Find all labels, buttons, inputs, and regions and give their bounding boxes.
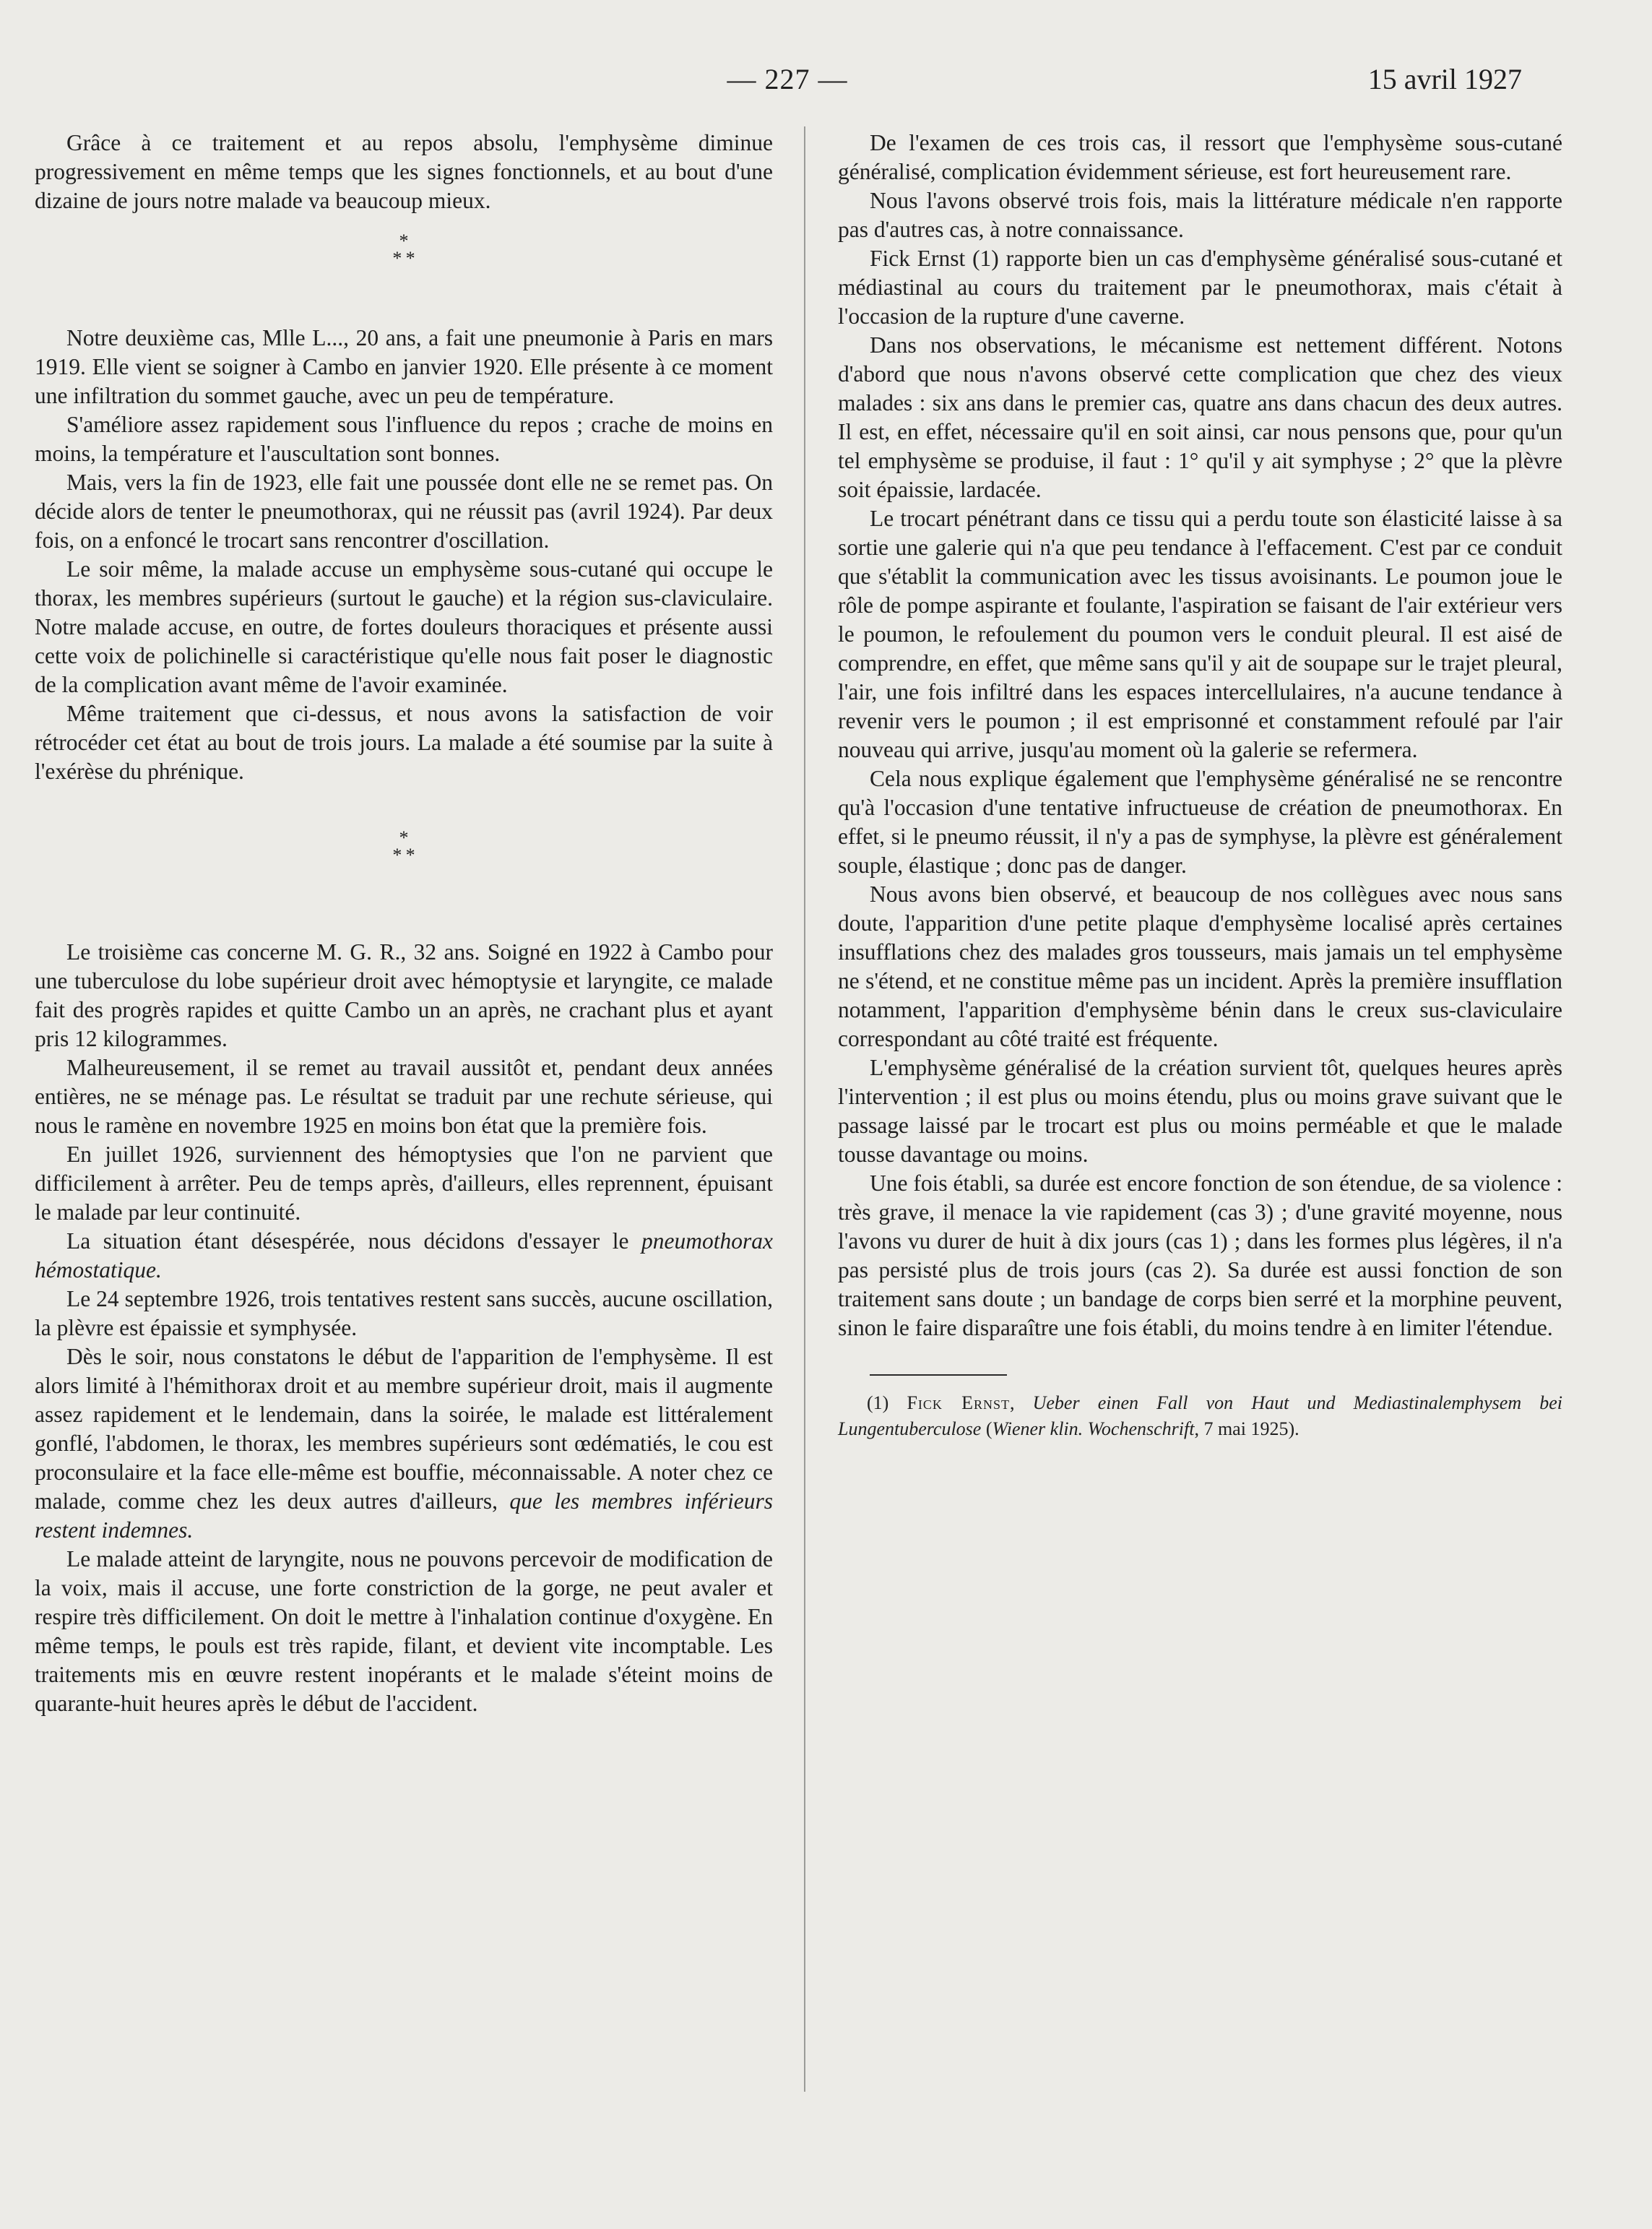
paragraph: Nous l'avons observé trois fois, mais la littérature médicale n'en rapporte pas d'autres cas, à notre connaissance. <box>838 188 1562 242</box>
paragraph: En juillet 1926, surviennent des hémoptysies que l'on ne parvient que difficilement à arrêter. Peu de temps après, d'ailleurs, elles reprennent, épuisant le malade par leur continuité. <box>35 1142 773 1225</box>
section-separator <box>35 215 773 324</box>
paragraph: Cela nous explique également que l'emphysème généralisé ne se rencontre qu'à l'occasion d'une tentative infructueuse de création de pneumothorax. En effet, si le pneumo réussit, il n'y a pas de symphyse, la plèvre est généralement souple, élastique ; donc pas de danger. <box>838 766 1562 878</box>
asterism-ornament: * * * <box>392 827 415 866</box>
footnote-rule <box>870 1374 1007 1376</box>
paragraph: Notre deuxième cas, Mlle L..., 20 ans, a fait une pneumonie à Paris en mars 1919. Elle vient se soigner à Cambo en janvier 1920. Elle présente à ce moment une infiltration du sommet gauche, avec un peu de température. <box>35 325 773 408</box>
footnote-journal: Wiener klin. Wochenschrift <box>992 1418 1195 1439</box>
paragraph: Le malade atteint de laryngite, nous ne pouvons percevoir de modification de la voix, mais il accuse, une forte constriction de la gorge, ne peut avaler et respire très difficilement. On doit le mettre à l'inhalation continue d'oxygène. En même temps, le pouls est très rapide, filant, et devient vite incomptable. Les traitements mis en œuvre restent inopérants et le malade s'éteint moins de quarante-huit heures après le début de l'accident. <box>35 1546 773 1716</box>
paragraph: Dans nos observations, le mécanisme est nettement différent. Notons d'abord que nous n'avons observé cette complication que chez des vieux malades : six ans dans le premier cas, quatre ans dans chacun des deux autres. Il est, en effet, nécessaire qu'il en soit ainsi, car nous pensons que, pour qu'un tel emphysème se produise, il faut : 1° qu'il y ait symphyse ; 2° que la plèvre soit épaissie, lardacée. <box>838 332 1562 502</box>
paragraph: L'emphysème généralisé de la création survient tôt, quelques heures après l'intervention ; il est plus ou moins étendu, plus ou moins grave suivant que le passage laissé par le trocart est plus ou moins perméable et que le malade tousse davantage ou moins. <box>838 1055 1562 1167</box>
column-divider <box>804 126 805 2092</box>
issue-date: 15 avril 1927 <box>1367 63 1522 95</box>
italic-term: pneumothorax hémostatique. <box>35 1228 773 1282</box>
section-separator <box>35 786 773 938</box>
paragraph: Mais, vers la fin de 1923, elle fait une poussée dont elle ne se remet pas. On décide alors de tenter le pneumothorax, qui ne réussit pas (avril 1924). Par deux fois, on a enfoncé le trocart sans rencontrer d'oscillation. <box>35 470 773 553</box>
right-column <box>838 129 1562 1442</box>
paragraph: Le soir même, la malade accuse un emphysème sous-cutané qui occupe le thorax, les membres supérieurs (surtout le gauche) et la région sus-claviculaire. Notre malade accuse, en outre, de fortes douleurs thoraciques et présente aussi cette voix de polichinelle si caractéristique qu'elle nous fait poser le diagnostic de la complication avant même de l'avoir examinée. <box>35 556 773 697</box>
page-number: — 227 — <box>727 63 848 95</box>
italic-phrase: que les membres inférieurs restent indemnes. <box>35 1488 774 1543</box>
paragraph: Grâce à ce traitement et au repos absolu, l'emphysème diminue progressivement en même temps que les signes fonctionnels, et au bout d'une dizaine de jours notre malade va beaucoup mieux. <box>35 130 773 213</box>
paragraph: La situation étant désespérée, nous décidons d'essayer le pneumothorax hémostatique. <box>35 1228 773 1282</box>
left-column <box>35 129 773 1718</box>
paragraph: Nous avons bien observé, et beaucoup de nos collègues avec nous sans doute, l'apparition d'une petite plaque d'emphysème localisé après certaines insufflations chez des malades gros tousseurs, mais jamais un tel emphysème ne s'étend, et ne constitue même pas un incident. Après la première insufflation notamment, l'apparition d'emphysème bénin dans le creux sus-claviculaire correspondant au côté traité est fréquente. <box>838 881 1562 1051</box>
paragraph: Dès le soir, nous constatons le début de l'apparition de l'emphysème. Il est alors limité à l'hémithorax droit et au membre supérieur droit, mais il augmente assez rapidement et le lendemain, dans la soirée, le malade est littéralement gonflé, l'abdomen, le thorax, les membres supérieurs sont œdématiés, le cou est proconsulaire et la face elle-même est bouffie, méconnaissable. A noter chez ce malade, comme chez les deux autres d'ailleurs, que les membres inférieurs restent indemnes. <box>35 1344 774 1543</box>
paragraph: Fick Ernst (1) rapporte bien un cas d'emphysème généralisé sous-cutané et médiastinal au cours du traitement par le pneumothorax, mais c'était à l'occasion de la rupture d'une caverne. <box>838 246 1562 329</box>
paragraph: Une fois établi, sa durée est encore fonction de son étendue, de sa violence : très grave, il menace la vie rapidement (cas 3) ; d'une gravité moyenne, nous l'avons vu durer de huit à dix jours (cas 1) ; dans les formes plus légères, il n'a pas persisté plus de trois jours (cas 2). Sa durée est aussi fonction de son traitement sans doute ; un bandage de corps bien serré et la morphine peuvent, sinon le faire disparaître une fois établi, du moins tendre à en limiter l'étendue. <box>838 1170 1562 1340</box>
paragraph: Le 24 septembre 1926, trois tentatives restent sans succès, aucune oscillation, la plèvre est épaissie et symphysée. <box>35 1286 773 1340</box>
asterism-ornament: * * * <box>392 230 415 269</box>
paragraph: S'améliore assez rapidement sous l'influence du repos ; crache de moins en moins, la température et l'auscultation sont bonnes. <box>35 412 773 466</box>
footnote-title: Ueber einen Fall von Haut und Mediastinalemphysem bei Lungentuberculose <box>838 1392 1562 1439</box>
paragraph: Le troisième cas concerne M. G. R., 32 ans. Soigné en 1922 à Cambo pour une tuberculose du lobe supérieur droit avec hémoptysie et laryngite, ce malade fait des progrès rapides et quitte Cambo un an après, ne crachant plus et ayant pris 12 kilogrammes. <box>35 939 773 1051</box>
footnote: (1) Fick Ernst, Ueber einen Fall von Haut und Mediastinalemphysem bei Lungentuberculose (Wiener klin. Wochenschrift, 7 mai 1925). <box>838 1392 1562 1439</box>
paragraph: Malheureusement, il se remet au travail aussitôt et, pendant deux années entières, ne se ménage pas. Le résultat se traduit par une rechute sérieuse, qui nous le ramène en novembre 1925 en moins bon état que la première fois. <box>35 1055 773 1138</box>
footnote-author: Fick Ernst <box>907 1392 1010 1413</box>
paragraph: De l'examen de ces trois cas, il ressort que l'emphysème sous-cutané généralisé, complication évidemment sérieuse, est fort heureusement rare. <box>838 130 1562 184</box>
paragraph: Même traitement que ci-dessus, et nous avons la satisfaction de voir rétrocéder cet état au bout de trois jours. La malade a été soumise par la suite à l'exérèse du phrénique. <box>35 701 773 784</box>
paragraph: Le trocart pénétrant dans ce tissu qui a perdu toute son élasticité laisse à sa sortie une galerie qui n'a que peu tendance à l'effacement. C'est par ce conduit que s'établit la communication avec les tissus avoisinants. Le poumon joue le rôle de pompe aspirante et foulante, l'aspiration se faisant de l'air extérieur vers le poumon, le refoulement du poumon vers le conduit pleural. Il est aisé de comprendre, en effet, que même sans qu'il y ait de soupape sur le trajet pleural, l'air, une fois infiltré dans les espaces intercellulaires, n'a aucune tendance à revenir vers le poumon ; il est emprisonné et constamment refoulé par l'air nouveau qui arrive, jusqu'au moment où la galerie se refermera. <box>838 506 1562 762</box>
